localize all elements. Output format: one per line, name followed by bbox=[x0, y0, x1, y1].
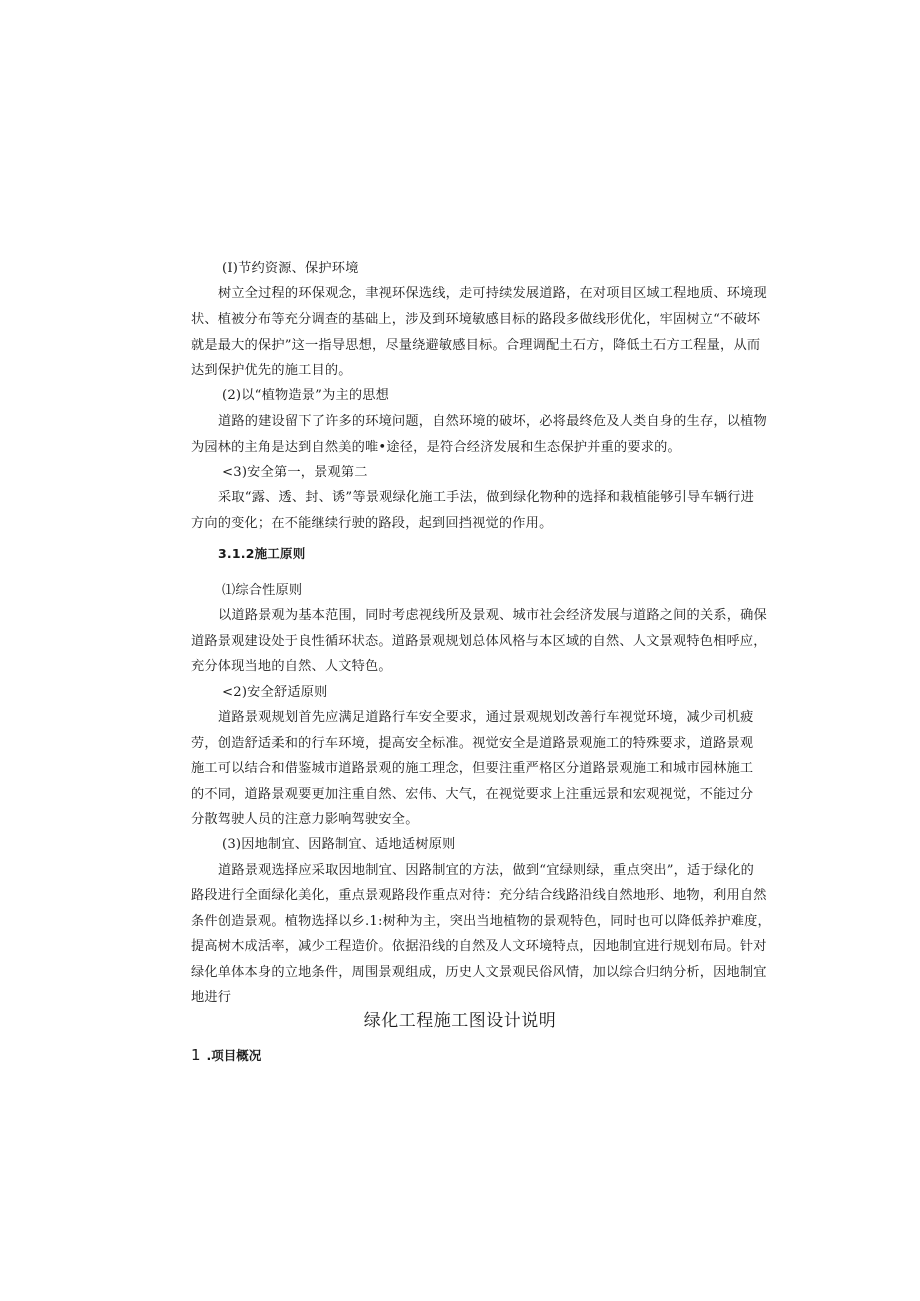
document-title: 绿化工程施工图设计说明 bbox=[363, 1011, 557, 1031]
principle-heading-1: ⑴综合性原则 bbox=[222, 583, 303, 598]
paragraph-line: 路段进行全面绿化美化，重点景观路段作重点对待：充分结合线路沿线自然地形、地物，利用自然 bbox=[191, 888, 767, 903]
section-number: 1 bbox=[191, 1046, 201, 1064]
section-heading-1 bbox=[191, 1045, 261, 1066]
principle-heading-1: (I)节约资源、保护环境 bbox=[222, 261, 359, 276]
paragraph-line: 为园林的主角是达到自然美的唯•途径，是符合经济发展和生态保护并重的要求的。 bbox=[191, 440, 681, 455]
paragraph-line: 劳，创造舒适柔和的行车环境，提高安全标准。视觉安全是道路景观施工的特殊要求，道路景观 bbox=[191, 736, 754, 751]
paragraph-line: 状、植被分布等充分调查的基础上，涉及到环境敏感目标的路段多做线形优化，牢固树立“不破坏 bbox=[191, 312, 761, 327]
section-label: .项目概况 bbox=[206, 1048, 262, 1063]
principle-heading-3: <3)安全第一，景观第二 bbox=[222, 465, 368, 480]
paragraph-line: 充分体现当地的自然、人文特色。 bbox=[191, 659, 392, 674]
paragraph-line: 提高树木成活率，减少工程造价。依据沿线的自然及人文环境特点，因地制宜进行规划布局。针对 bbox=[191, 939, 767, 954]
paragraph-line: 达到保护优先的施工目的。 bbox=[191, 363, 352, 378]
paragraph-line: 以道路景观为基本范围，同时考虑视线所及景观、城市社会经济发展与道路之间的关系，确保 bbox=[218, 608, 767, 623]
paragraph-line: 树立全过程的环保观念，聿视环保选线，走可持续发展道路，在对项目区域工程地质、环境现 bbox=[218, 286, 767, 301]
paragraph-line: 绿化单体本身的立地条件，周围景观组成，历史人文景观民俗风情，加以综合归纳分析，因地制宜 bbox=[191, 965, 767, 980]
paragraph-line: 条件创造景观。植物选择以乡.1:树种为主，突出当地植物的景观特色，同时也可以降低养护难度， bbox=[191, 914, 771, 929]
section-heading-312: 3.1.2施工原则 bbox=[218, 546, 306, 561]
paragraph-line: 道路的建设留下了许多的环境问题，自然环境的破坏，必将最终危及人类自身的生存，以植物 bbox=[218, 414, 767, 429]
paragraph-line: 施工可以结合和借鉴城市道路景观的施工理念，但要注重严格区分道路景观施工和城市园林施工 bbox=[191, 761, 754, 776]
principle-heading-2: (2)以“植物造景”为主的思想 bbox=[222, 388, 390, 403]
paragraph-line: 道路景观选择应采取因地制宜、因路制宜的方法，做到“宜绿则绿，重点突出”，适于绿化的 bbox=[218, 863, 754, 878]
paragraph-line: 的不同，道路景观要更加注重自然、宏伟、大气，在视觉要求上注重远景和宏观视觉，不能过分 bbox=[191, 787, 754, 802]
paragraph-line: 地进行 bbox=[191, 990, 232, 1005]
paragraph-line: 采取“露、透、封、诱”等景观绿化施工手法，做到绿化物种的选择和栽植能够引导车辆行进 bbox=[218, 490, 754, 505]
paragraph-line: 就是最大的保护”这一指导思想，尽量绕避敏感目标。合理调配土石方，降低土石方工程量，从而 bbox=[191, 338, 761, 353]
paragraph-line: 道路景观规划首先应满足道路行车安全要求，通过景观规划改善行车视觉环境，减少司机疲 bbox=[218, 710, 754, 725]
paragraph-line: 方向的变化；在不能继续行驶的路段，起到回挡视觉的作用。 bbox=[191, 516, 553, 531]
paragraph-line: 分散驾驶人员的注意力影响驾驶安全。 bbox=[191, 812, 419, 827]
principle-heading-2: <2)安全舒适原则 bbox=[222, 685, 328, 700]
paragraph-line: 道路景观建设处于良性循环状态。道路景观规划总体风格与本区域的自然、人文景观特色相呼应， bbox=[191, 634, 767, 649]
principle-heading-3: (3)因地制宜、因路制宜、适地适树原则 bbox=[222, 837, 456, 852]
